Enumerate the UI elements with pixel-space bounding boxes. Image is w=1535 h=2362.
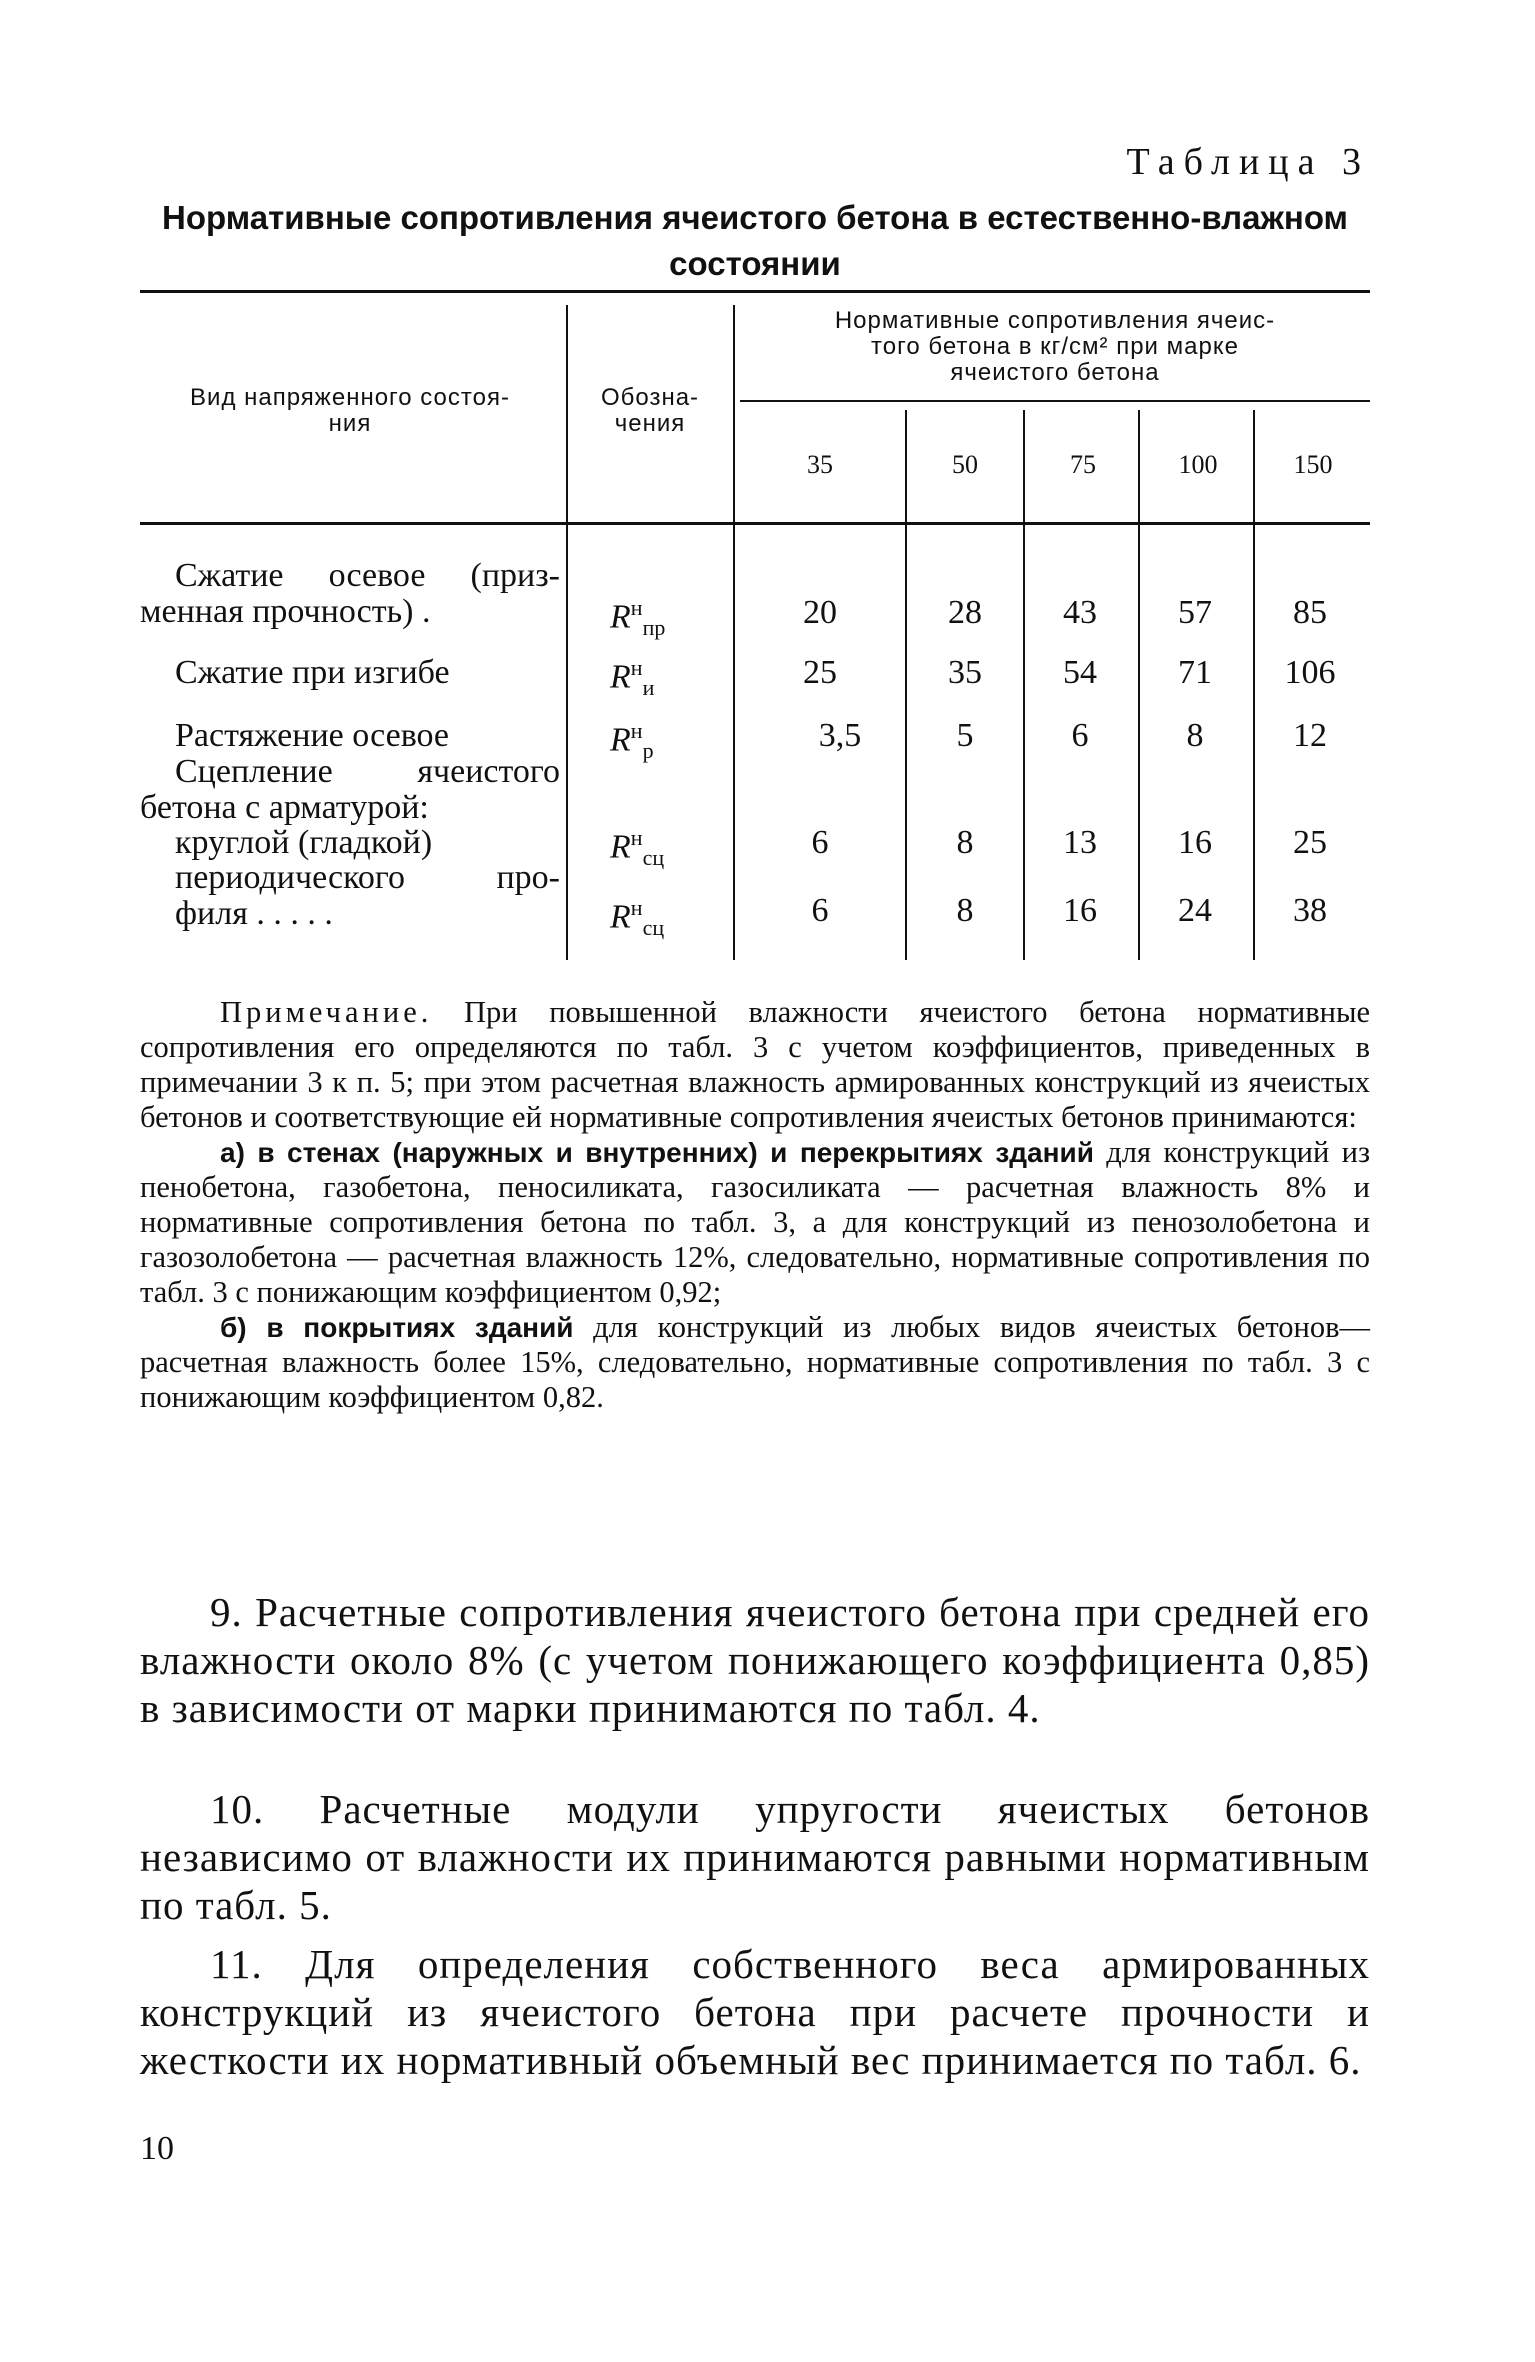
symbol-main: R bbox=[610, 598, 631, 636]
row-6-label-line-2: филя . . . . . bbox=[175, 895, 333, 932]
col-divider-3 bbox=[905, 410, 907, 960]
paragraph-11-text: 11. Для определения собственного веса армированных конструкций из ячеистого бетона при расчете прочности и жесткости их нормативный объемный вес принимается по табл. 6. bbox=[140, 1941, 1370, 2083]
resistance-table bbox=[140, 290, 1370, 970]
header-stress-type-line-2: ния bbox=[328, 410, 372, 437]
cell: 71 bbox=[1178, 654, 1212, 691]
paragraph-11 bbox=[140, 1940, 1370, 2084]
row-6-symbol bbox=[610, 890, 690, 946]
symbol-main: R bbox=[610, 898, 631, 936]
header-symbols bbox=[570, 385, 730, 437]
table-label: Таблица 3 bbox=[1126, 141, 1370, 183]
symbol-sub: пр bbox=[642, 615, 666, 641]
cell: 5 bbox=[956, 717, 974, 754]
header-stress-type-line-1: Вид напряженного состоя- bbox=[190, 384, 510, 411]
symbol-sup: н bbox=[630, 655, 643, 680]
header-symbols-line-2: чения bbox=[614, 410, 686, 437]
note-item-b-bold: б) в покрытиях зданий bbox=[220, 1312, 574, 1343]
row-4-label-line-1: Сцепление ячеистого bbox=[175, 753, 560, 790]
row-axial-tension-label bbox=[140, 718, 560, 754]
symbol-sup: н bbox=[630, 718, 643, 743]
grade-header-rule bbox=[740, 400, 1370, 402]
row-2-label-line-1: Сжатие при изгибе bbox=[175, 654, 450, 691]
note-intro-text: При повышенной влажности ячеистого бетона нормативные сопротивления его определяются по табл. 3 с учетом коэффициентов, приведенных в примечании 3 к п. 5; при этом расчетная влажность армированных конструкций из ячеистых бетонов и соответствующие ей нормативные сопротивления ячеистых бетонов принимаются: bbox=[140, 995, 1371, 1134]
col-divider-1 bbox=[566, 305, 568, 960]
paragraph-9 bbox=[140, 1588, 1370, 1732]
header-grade-group bbox=[740, 308, 1370, 386]
symbol-main: R bbox=[610, 658, 631, 696]
cell: 20 bbox=[803, 594, 837, 631]
row-5-label-line-1: круглой (гладкой) bbox=[175, 824, 433, 861]
cell: 6 bbox=[811, 892, 829, 929]
col-divider-6 bbox=[1253, 410, 1255, 960]
note-item-a-bold: а) в стенах (наружных и внутренних) и перекрытиях зданий bbox=[220, 1137, 1094, 1168]
row-1-label-line-2: менная прочность) . bbox=[140, 593, 431, 630]
grade-75: 75 bbox=[1070, 450, 1096, 479]
symbol-sub: р bbox=[642, 738, 654, 764]
row-2-symbol bbox=[610, 650, 690, 706]
grade-50: 50 bbox=[952, 450, 978, 479]
row-adhesion-label bbox=[140, 754, 560, 826]
cell: 25 bbox=[803, 654, 837, 691]
row-6-label-line-1: периодического про- bbox=[175, 859, 560, 896]
header-stress-type bbox=[140, 385, 560, 437]
cell: 35 bbox=[948, 654, 982, 691]
symbol-main: R bbox=[610, 828, 631, 866]
cell: 16 bbox=[1178, 824, 1212, 861]
row-3-label-line-1: Растяжение осевое bbox=[175, 717, 450, 754]
symbol-sup: н bbox=[630, 595, 643, 620]
note-heading: Примечание. bbox=[220, 995, 433, 1029]
table-title-line-2: состоянии bbox=[669, 245, 841, 282]
note-item-b bbox=[140, 1310, 1370, 1415]
table-top-rule bbox=[140, 290, 1370, 293]
cell: 106 bbox=[1284, 654, 1336, 691]
cell: 54 bbox=[1063, 654, 1097, 691]
cell: 24 bbox=[1178, 892, 1212, 929]
cell: 85 bbox=[1293, 594, 1327, 631]
note-item-a bbox=[140, 1135, 1370, 1310]
cell: 25 bbox=[1293, 824, 1327, 861]
symbol-sub: и bbox=[642, 675, 655, 701]
note-item-b-text: для конструкций из любых видов ячеистых бетонов—расчетная влажность более 15%, следовательно, нормативные сопротивления по табл. 3 с понижающим коэффициентом 0,82. bbox=[140, 1310, 1371, 1414]
row-periodic-profile-label bbox=[140, 860, 560, 932]
note-item-a-text: для конструкций из пенобетона, газобетона, пеносиликата, газосиликата — расчетная влажность 8% и нормативные сопротивления бетона по табл. 3, а для конструкций из пенозолобетона и газозолобетона — расчетная влажность 12%, следовательно, нормативные сопротивления по табл. 3 с понижающим коэффициентом 0,92; bbox=[140, 1135, 1371, 1309]
cell: 13 bbox=[1063, 824, 1097, 861]
paragraph-10-text: 10. Расчетные модули упругости ячеистых бетонов независимо от влажности их принимаются равными нормативным по табл. 5. bbox=[140, 1786, 1370, 1928]
row-1-label-line-1: Сжатие осевое (приз- bbox=[175, 557, 560, 594]
table-title bbox=[140, 195, 1370, 287]
row-axial-compression-label bbox=[140, 558, 560, 630]
row-4-label-line-2: бетона с арматурой: bbox=[140, 789, 429, 826]
cell: 43 bbox=[1063, 594, 1097, 631]
header-symbols-line-1: Обозна- bbox=[600, 384, 700, 411]
paragraph-10 bbox=[140, 1785, 1370, 1929]
header-group-line-1: Нормативные сопротивления ячеис- bbox=[834, 307, 1276, 334]
header-group-line-2: того бетона в кг/см² при марке bbox=[871, 333, 1239, 360]
cell: 8 bbox=[956, 824, 974, 861]
symbol-sup: н bbox=[630, 895, 643, 920]
grade-150: 150 bbox=[1293, 450, 1333, 479]
row-smooth-bar-label bbox=[140, 825, 560, 861]
header-bottom-rule bbox=[140, 522, 1370, 525]
cell: 3,5 bbox=[818, 717, 862, 754]
cell: 8 bbox=[1186, 717, 1204, 754]
grade-35: 35 bbox=[807, 450, 833, 479]
cell: 6 bbox=[811, 824, 829, 861]
paragraph-9-text: 9. Расчетные сопротивления ячеистого бетона при средней его влажности около 8% (с учетом понижающего коэффициента 0,85) в зависимости от марки принимаются по табл. 4. bbox=[140, 1589, 1370, 1731]
cell: 6 bbox=[1071, 717, 1089, 754]
row-1-symbol bbox=[610, 590, 690, 646]
symbol-main: R bbox=[610, 721, 631, 759]
symbol-sub: сц bbox=[642, 845, 665, 871]
table-title-line-1: Нормативные сопротивления ячеистого бетона в естественно-влажном bbox=[162, 199, 1348, 236]
cell: 28 bbox=[948, 594, 982, 631]
col-divider-2 bbox=[733, 305, 735, 960]
cell: 57 bbox=[1178, 594, 1212, 631]
page-number: 10 bbox=[140, 2130, 174, 2167]
table-note bbox=[140, 995, 1370, 1415]
cell: 38 bbox=[1293, 892, 1327, 929]
row-5-symbol bbox=[610, 820, 690, 876]
col-divider-5 bbox=[1138, 410, 1140, 960]
row-3-symbol bbox=[610, 713, 690, 769]
symbol-sub: сц bbox=[642, 915, 665, 941]
row-bending-compression-label bbox=[140, 655, 560, 691]
col-divider-4 bbox=[1023, 410, 1025, 960]
symbol-sup: н bbox=[630, 825, 643, 850]
note-intro bbox=[140, 995, 1370, 1135]
cell: 8 bbox=[956, 892, 974, 929]
cell: 12 bbox=[1293, 717, 1327, 754]
grade-100: 100 bbox=[1178, 450, 1218, 479]
cell: 16 bbox=[1063, 892, 1097, 929]
header-group-line-3: ячеистого бетона bbox=[950, 359, 1160, 386]
